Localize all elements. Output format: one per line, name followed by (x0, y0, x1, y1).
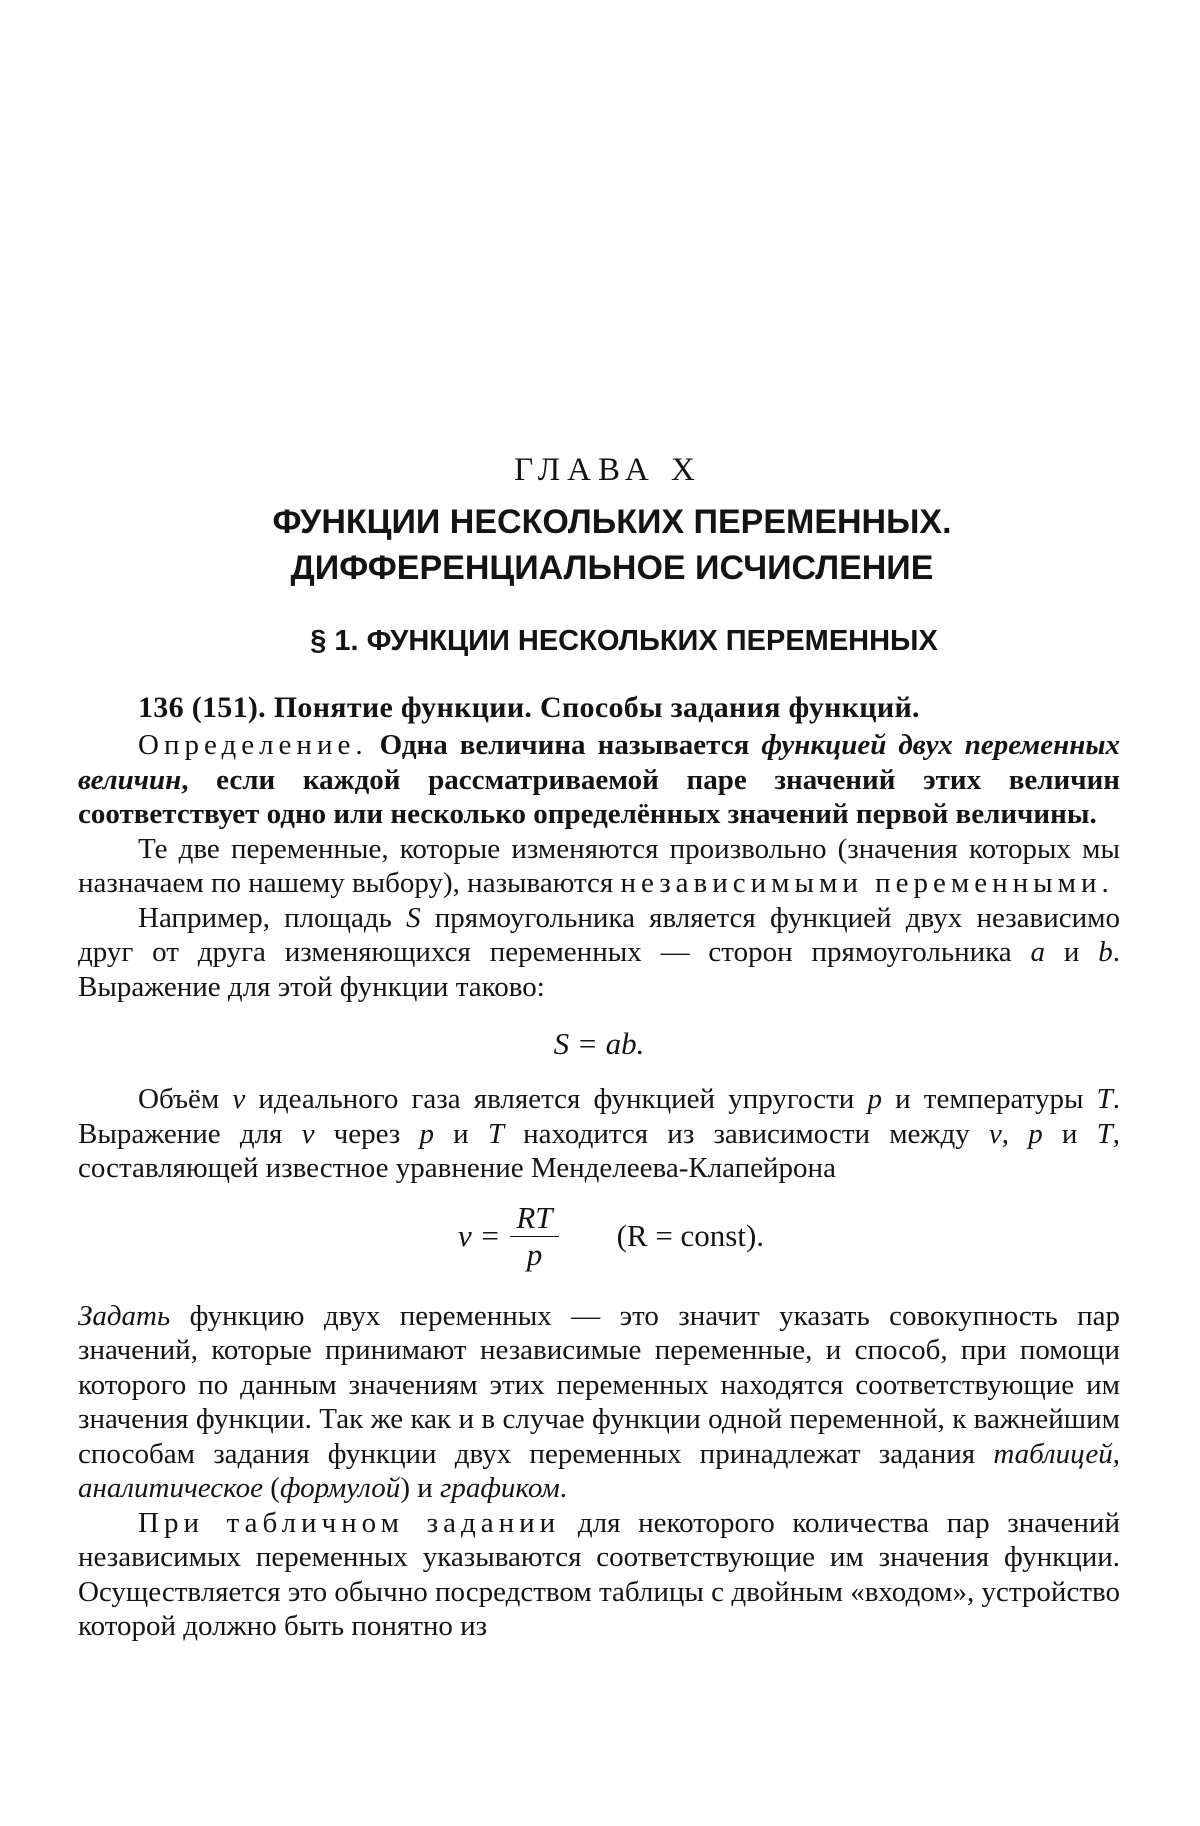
independent-term: независимыми переменными (620, 867, 1102, 899)
define-text-2: , (1112, 1437, 1120, 1470)
define-text-1: функцию двух переменных — это значит указать совокупность пар значений, которые принимают независимые переменные, и способ, при помощи которого по данным значениям этих переменных находятся соответствующие им значения функции. Так же как и в случае функции одной переменной, к важнейшим способам задания функции двух переменных принадлежат задания (78, 1299, 1120, 1470)
gas-var-4: v (301, 1117, 315, 1150)
subsection-title: 136 (151). Понятие функции. Способы задания функций. (138, 691, 920, 724)
gas-var-3: T (1096, 1083, 1113, 1115)
formula-gas-numerator: RT (510, 1200, 558, 1237)
chapter-title (78, 499, 1120, 591)
definition-label: Определение. (138, 729, 368, 761)
define-paragraph (78, 1299, 1120, 1506)
gas-text-3: и температуры (881, 1083, 1097, 1115)
definition-term: функцией двух переменных величин (78, 729, 1120, 796)
definition-text-a: Одна величина называется (367, 729, 762, 761)
gas-text-4: . Выражение для (78, 1083, 1120, 1150)
variable-a: a (1030, 936, 1045, 968)
define-em-5: графиком (440, 1472, 560, 1504)
define-text-4: ) и (400, 1472, 440, 1504)
table-spaced-term: При табличном задании (138, 1506, 561, 1539)
formula-gas-fraction (510, 1200, 558, 1273)
gas-var-5: p (419, 1117, 434, 1150)
independent-text-a: Те две переменные, которые изменяются произвольно (значения которых мы назначаем по нашему выбору), называются (78, 832, 1120, 899)
independent-variables-paragraph (78, 832, 1120, 901)
example-text-2: прямоугольника является функцией двух независимо друг от друга изменяющихся переменных — сторон прямоугольника (78, 901, 1120, 968)
gas-text-2: идеального газа является функцией упругости (245, 1083, 868, 1115)
formula-area: S = ab. (553, 1026, 645, 1061)
gas-text-10: , составляющей известное уравнение Менделеева-Клапейрона (78, 1117, 1120, 1184)
chapter-label: ГЛАВА X (514, 452, 702, 488)
table-paragraph (78, 1506, 1120, 1644)
formula-gas (78, 1200, 1120, 1273)
gas-text-5: через (314, 1117, 420, 1150)
formula-gas-denominator: p (526, 1236, 543, 1272)
gas-text-8: , (1001, 1117, 1029, 1150)
gas-text-9: и (1042, 1117, 1097, 1150)
example-text-1: Например, площадь (138, 901, 407, 934)
independent-text-b: . (1101, 867, 1109, 899)
example-text-4: . Выражение для этой функции таково: (78, 936, 1120, 1003)
gas-var-9: T (1096, 1117, 1113, 1150)
gas-var-8: p (1028, 1117, 1043, 1150)
example-paragraph (78, 901, 1120, 1005)
formula-gas-lhs: v = (457, 1218, 501, 1253)
chapter-title-line-2: ДИФФЕРЕНЦИАЛЬНОЕ ИСЧИСЛЕНИЕ (290, 549, 934, 587)
define-em-3: аналитическое (78, 1472, 264, 1504)
define-text-3: ( (263, 1472, 280, 1504)
gas-var-2: p (867, 1083, 882, 1115)
chapter-title-line-1: ФУНКЦИИ НЕСКОЛЬКИХ ПЕРЕМЕННЫХ. (272, 503, 952, 541)
gas-text-6: и (433, 1117, 488, 1150)
define-em-4: формулой (279, 1472, 401, 1504)
gas-var-7: v (988, 1117, 1002, 1150)
define-text-5: . (559, 1472, 568, 1504)
gas-text-1: Объём (138, 1083, 233, 1115)
page-content (78, 452, 1120, 1644)
gas-var-6: T (487, 1117, 504, 1150)
formula-gas-condition: (R = const). (616, 1218, 765, 1253)
table-text: для некоторого количества пар значений независимых переменных указываются соответствующие им значения функции. Осуществляется это обычно посредством таблицы с двойным «входом», устройство которой должно быть понятно из (78, 1506, 1120, 1642)
gas-text-7: находится из зависимости между (503, 1117, 989, 1150)
define-em-1: Задать (78, 1299, 171, 1332)
variable-b: b (1098, 936, 1113, 968)
variable-s: S (406, 901, 421, 934)
example-text-3: и (1045, 936, 1099, 968)
define-em-2: таблицей (993, 1437, 1113, 1470)
gas-var-1: v (232, 1083, 246, 1115)
section-title: § 1. ФУНКЦИИ НЕСКОЛЬКИХ ПЕРЕМЕННЫХ (310, 625, 938, 657)
definition-paragraph (78, 728, 1120, 832)
gas-paragraph (78, 1082, 1120, 1186)
definition-text-b: , если каждой рассматриваемой паре значений этих величин соответствует одно или несколько определённых значений первой величины. (78, 763, 1120, 830)
